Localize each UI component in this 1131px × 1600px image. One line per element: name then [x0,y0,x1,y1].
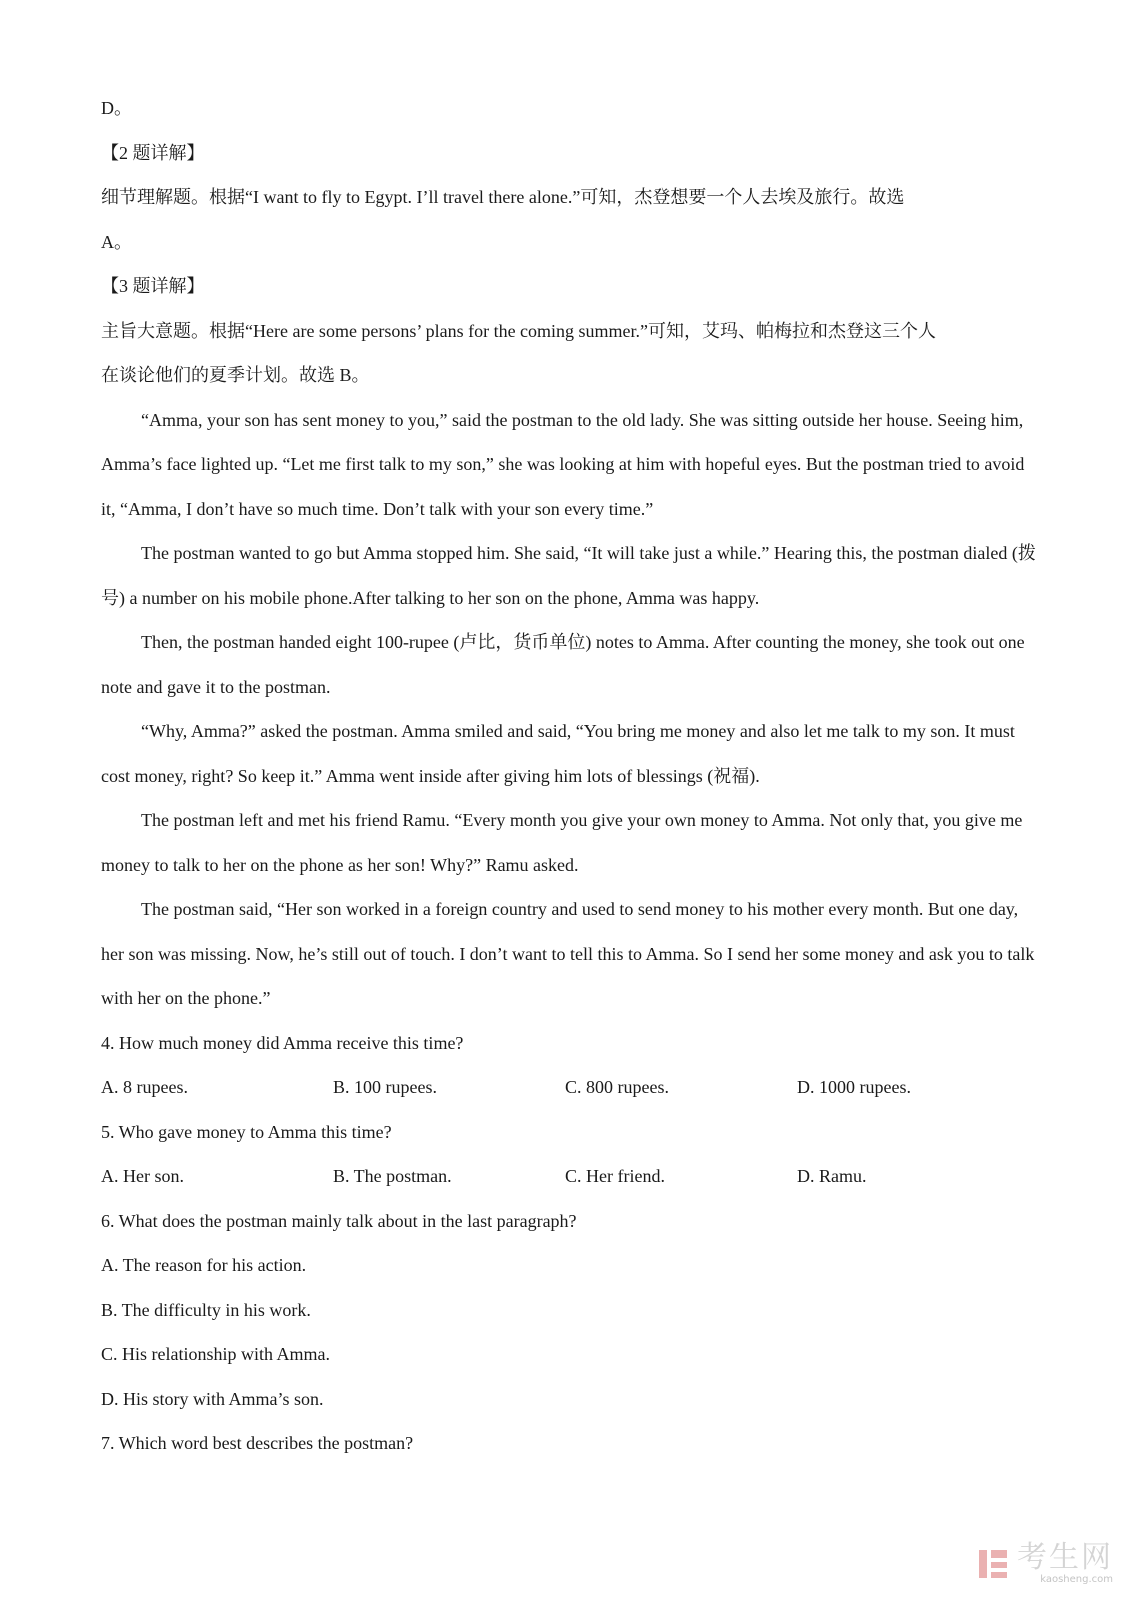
q3-explanation-line1: 主旨大意题。根据“Here are some persons’ plans for the coming summer.”可知，艾玛、帕梅拉和杰登这三个人 [101,320,937,341]
passage-paragraph-5: The postman left and met his friend Ramu. “Every month you give your own money to Amma. Not only that, you give me money to talk to her on the phone as her son! Why?” Ramu asked. [101,810,1023,875]
passage-paragraph-4: “Why, Amma?” asked the postman. Amma smiled and said, “You bring me money and also let me talk to my son. It must cost money, right? So keep it.” Amma went inside after giving him lots of blessings (祝福). [101,721,1015,786]
question-5-option-a: A. Her son. [101,1166,184,1186]
question-5-stem: 5. Who gave money to Amma this time? [101,1121,392,1142]
passage-paragraph-1: “Amma, your son has sent money to you,” said the postman to the old lady. She was sitting outside her house. Seeing him, Amma’s face lighted up. “Let me first talk to my son,” she was looking at him with hopeful eyes. But the postman tried to avoid it, “Amma, I don’t have so much time. Don’t talk with your son every time.” [101,409,1025,519]
question-4-option-c: C. 800 rupees. [565,1077,669,1097]
question-6-option-d: D. His story with Amma’s son. [101,1388,324,1409]
q3-explanation-line2: 在谈论他们的夏季计划。故选 B。 [101,365,370,385]
question-5-option-b: B. The postman. [333,1166,452,1186]
watermark-domain: kaosheng.com [1040,1574,1113,1585]
passage-paragraph-6: The postman said, “Her son worked in a foreign country and used to send money to his mother every month. But one day, her son was missing. Now, he’s still out of touch. I don’t want to tell this to Amma. So I send her some money and ask you to talk with her on the phone.” [101,899,1035,1008]
question-4-option-a: A. 8 rupees. [101,1077,188,1097]
q2-heading: 【2 题详解】 [101,142,205,163]
question-4-stem: 4. How much money did Amma receive this time? [101,1032,464,1053]
passage-paragraph-2: The postman wanted to go but Amma stopped him. She said, “It will take just a while.” Hearing this, the postman dialed (拨号) a number on his mobile phone.After talking to her son on the phone, Amma was happy. [101,543,1036,608]
q2-explanation-line1: 细节理解题。根据“I want to fly to Egypt. I’ll travel there alone.”可知，杰登想要一个人去埃及旅行。故选 [101,187,905,207]
question-7-stem: 7. Which word best describes the postman? [101,1433,414,1453]
question-6-option-b: B. The difficulty in his work. [101,1299,311,1320]
watermark-text [1017,1542,1113,1586]
question-6-option-c: C. His relationship with Amma. [101,1344,330,1364]
question-4-option-b: B. 100 rupees. [333,1077,437,1097]
document-page [101,86,1041,1466]
question-5-option-d: D. Ramu. [797,1166,867,1186]
question-6-option-a: A. The reason for his action. [101,1255,307,1275]
question-6-stem: 6. What does the postman mainly talk about in the last paragraph? [101,1210,577,1231]
question-5-option-c: C. Her friend. [565,1166,665,1186]
watermark-brand: 考生网 [1017,1540,1113,1575]
watermark-logo-icon [975,1546,1011,1582]
passage-paragraph-3: Then, the postman handed eight 100-rupee (卢比，货币单位) notes to Amma. After counting the money, she took out one note and gave it to the postman. [101,632,1025,697]
q2-explanation-line2: A。 [101,231,132,252]
question-5-options [101,1154,1041,1199]
q1-answer-tail: D。 [101,98,132,118]
question-4-option-d: D. 1000 rupees. [797,1077,911,1097]
q3-heading: 【3 题详解】 [101,276,205,296]
question-4-options [101,1065,1041,1110]
watermark [975,1542,1113,1586]
